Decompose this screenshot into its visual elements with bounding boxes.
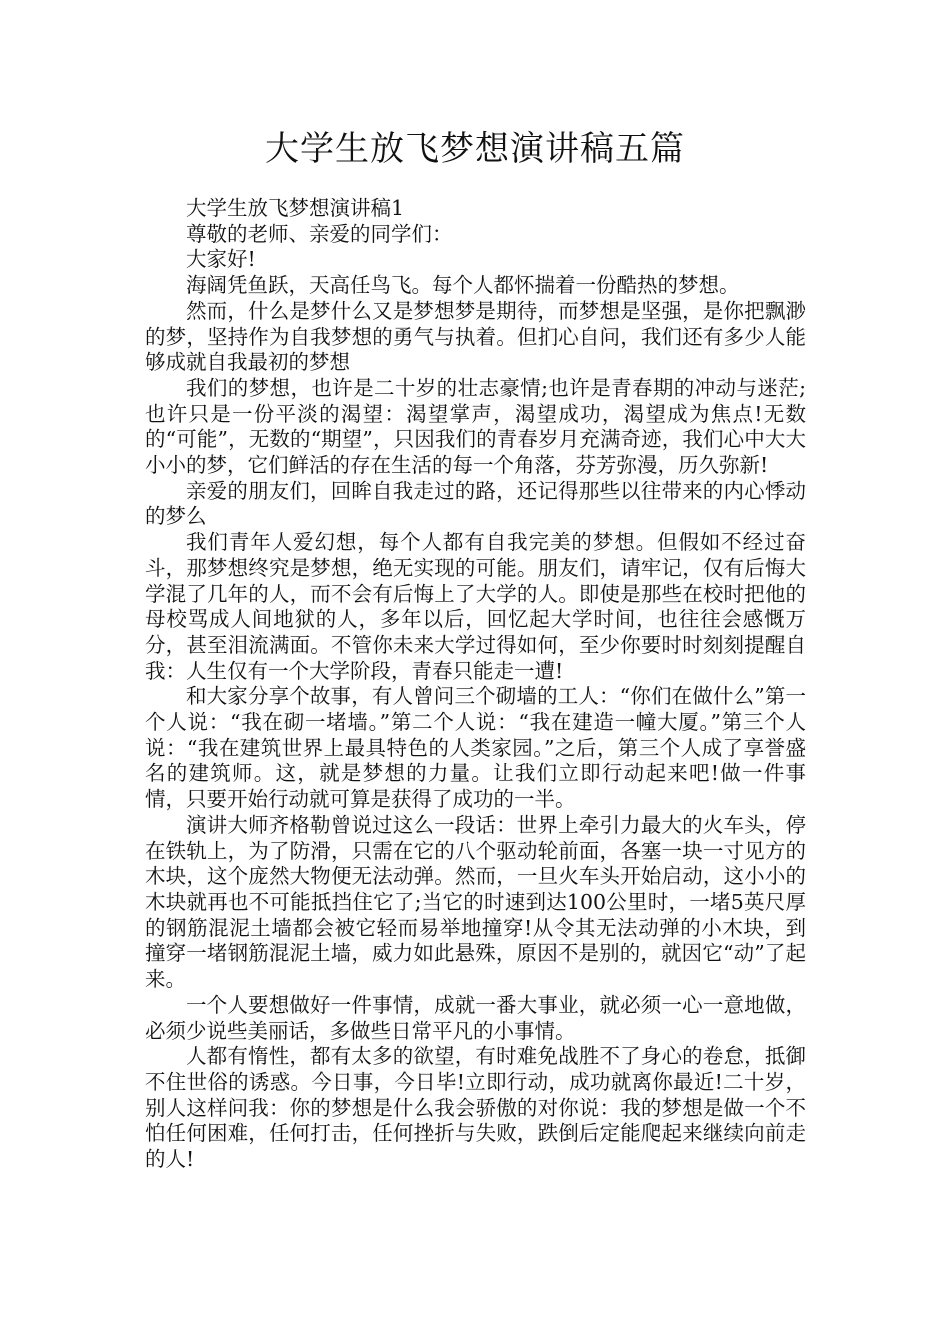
paragraph: 我们的梦想，也许是二十岁的壮志豪情;也许是青春期的冲动与迷茫;也许只是一份平淡的渴望：渴望掌声，渴望成功，渴望成为焦点!无数的“可能”，无数的“期望”，只因我们的青春岁月充满奇迹，我们心中大大小小的梦，它们鲜活的存在生活的每一个角落，芬芳弥漫，历久弥新! <box>145 375 806 478</box>
paragraph: 亲爱的朋友们，回眸自我走过的路，还记得那些以往带来的内心悸动的梦么 <box>145 478 806 529</box>
paragraph: 大家好! <box>186 247 256 272</box>
document-body <box>145 196 806 1173</box>
paragraph: 我们青年人爱幻想，每个人都有自我完美的梦想。但假如不经过奋斗，那梦想终究是梦想，绝无实现的可能。朋友们，请牢记，仅有后悔大学混了几年的人，而不会有后悔上了大学的人。即使是那些在校时把他的母校骂成人间地狱的人，多年以后，回忆起大学时间，也往往会感慨万分，甚至泪流满面。不管你未来大学过得如何，至少你要时时刻刻提醒自我：人生仅有一个大学阶段，青春只能走一遭! <box>145 530 806 683</box>
paragraph: 一个人要想做好一件事情，成就一番大事业，就必须一心一意地做，必须少说些美丽话，多做些日常平凡的小事情。 <box>145 992 806 1043</box>
document-title: 大学生放飞梦想演讲稿五篇 <box>265 129 685 169</box>
paragraph: 然而，什么是梦什么又是梦想梦是期待，而梦想是坚强，是你把飘渺的梦，坚持作为自我梦想的勇气与执着。但扪心自问，我们还有多少人能够成就自我最初的梦想 <box>145 298 806 375</box>
paragraph: 人都有惰性，都有太多的欲望，有时难免战胜不了身心的卷怠，抵御不住世俗的诱惑。今日事，今日毕!立即行动，成功就离你最近!二十岁，别人这样问我：你的梦想是什么我会骄傲的对你说：我的梦想是做一个不怕任何困难，任何打击，任何挫折与失败，跌倒后定能爬起来继续向前走的人! <box>145 1044 806 1172</box>
paragraph: 和大家分享个故事，有人曾问三个砌墙的工人：“你们在做什么”第一个人说：“我在砌一堵墙。”第二个人说：“我在建造一幢大厦。”第三个人说：“我在建筑世界上最具特色的人类家园。”之后，第三个人成了享誉盛名的建筑师。这，就是梦想的力量。让我们立即行动起来吧!做一件事情，只要开始行动就可算是获得了成功的一半。 <box>145 684 806 812</box>
paragraph: 海阔凭鱼跃，天高任鸟飞。每个人都怀揣着一份酷热的梦想。 <box>186 273 740 298</box>
paragraph: 尊敬的老师、亲爱的同学们： <box>186 221 453 246</box>
paragraph: 大学生放飞梦想演讲稿1 <box>186 196 405 220</box>
paragraph: 演讲大师齐格勒曾说过这么一段话：世界上牵引力最大的火车头，停在铁轨上，为了防滑，只需在它的八个驱动轮前面，各塞一块一寸见方的木块，这个庞然大物便无法动弹。然而，一旦火车头开始启动，这小小的木块就再也不可能抵挡住它了;当它的时速到达100公里时，一堵5英尺厚的钢筋混泥土墙都会被它轻而易举地撞穿!从令其无法动弹的小木块，到撞穿一堵钢筋混泥土墙，威力如此悬殊，原因不是别的，就因它“动”了起来。 <box>145 812 806 992</box>
